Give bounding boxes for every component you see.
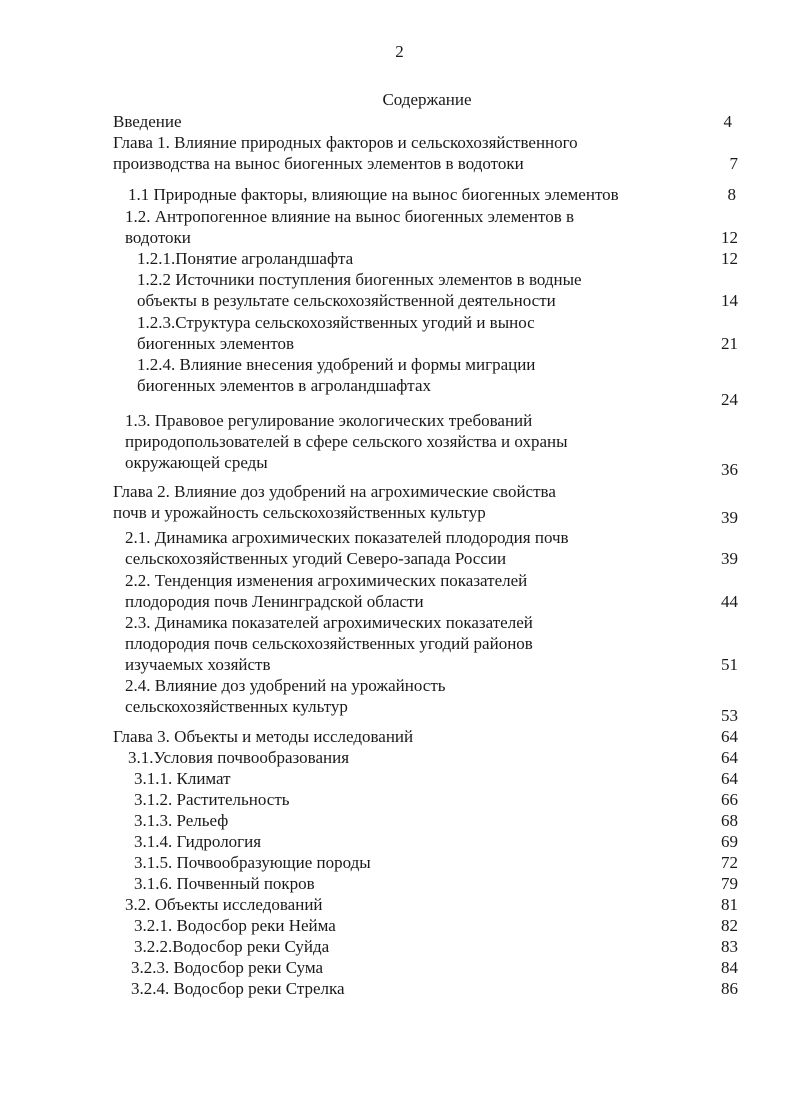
toc-entry-text: 1.1 Природные факторы, влияющие на вынос биогенных элементов — [128, 185, 619, 204]
toc-entry-page: 7 — [729, 154, 738, 173]
toc-entry-page: 69 — [721, 832, 738, 851]
toc-entry-page: 4 — [723, 112, 732, 131]
toc-entry-page: 86 — [721, 979, 738, 998]
toc-entry-text: 2.1. Динамика агрохимических показателей плодородия почв сельскохозяйственных угодий Северо-запада России — [125, 528, 569, 568]
toc-entry-text: 3.2.4. Водосбор реки Стрелка — [131, 979, 345, 998]
toc-entry-text: Глава 3. Объекты и методы исследований — [113, 727, 414, 746]
toc-entry-text: 3.2.2.Водосбор реки Суйда — [134, 937, 330, 956]
toc-entry-text: 3.1.5. Почвообразующие породы — [134, 853, 371, 872]
toc-entry-page: 84 — [721, 958, 738, 977]
toc-entry-text: Глава 1. Влияние природных факторов и сельскохозяйственного производства на вынос биогенных элементов в водотоки — [113, 133, 578, 173]
toc-entry-text: 3.2.3. Водосбор реки Сума — [131, 958, 324, 977]
toc-entry-page: 53 — [721, 706, 738, 725]
toc-entry-page: 12 — [721, 228, 738, 247]
toc-entry-text: 3.1.2. Растительность — [134, 790, 290, 809]
toc-entry-text: 3.1.6. Почвенный покров — [134, 874, 315, 893]
toc-entry-text: 3.1.Условия почвообразования — [128, 748, 350, 767]
toc-entry-text: Глава 2. Влияние доз удобрений на агрохимические свойства почв и урожайность сельскохозяйственных культур — [113, 482, 556, 522]
toc-entry-page: 8 — [727, 185, 736, 204]
toc-entry-page: 51 — [721, 655, 738, 674]
toc-entry-text: Введение — [113, 112, 182, 131]
toc-entry-text: 3.1.3. Рельеф — [134, 811, 229, 830]
toc-entry-page: 12 — [721, 249, 738, 268]
toc-entry-text: 2.3. Динамика показателей агрохимических показателей плодородия почв сельскохозяйственных угодий районов изучаемых хозяйств — [125, 613, 533, 674]
toc-entry-text: 3.1.4. Гидрология — [134, 832, 262, 851]
toc-entry-text: 1.2.2 Источники поступления биогенных элементов в водные объекты в результате сельскохозяйственной деятельности — [137, 270, 582, 310]
toc-entry-page: 44 — [721, 592, 738, 611]
toc-entry-text: 1.2.3.Структура сельскохозяйственных угодий и вынос биогенных элементов — [137, 313, 535, 353]
toc-entry-text: 3.2.1. Водосбор реки Нейма — [134, 916, 336, 935]
toc-entry-text: 3.2. Объекты исследований — [125, 895, 323, 914]
toc-entry-text: 1.2.4. Влияние внесения удобрений и формы миграции биогенных элементов в агроландшафтах — [137, 355, 536, 395]
toc-entry-page: 24 — [721, 390, 738, 409]
toc-entry-page: 39 — [721, 508, 738, 527]
toc-entry-text: 3.1.1. Климат — [134, 769, 231, 788]
toc-entry-page: 68 — [721, 811, 738, 830]
toc-entry-page: 64 — [721, 769, 738, 788]
toc-entry-text: 2.2. Тенденция изменения агрохимических показателей плодородия почв Ленинградской области — [125, 571, 528, 611]
toc-entry-page: 14 — [721, 291, 738, 310]
page-number: 2 — [395, 42, 404, 61]
toc-entry-text: 1.3. Правовое регулирование экологических требований природопользователей в сфере сельского хозяйства и охраны окружающей среды — [125, 411, 568, 472]
toc-entry-page: 39 — [721, 549, 738, 568]
toc-entry-page: 21 — [721, 334, 738, 353]
toc-entry-page: 82 — [721, 916, 738, 935]
toc-entry-text: 1.2.1.Понятие агроландшафта — [137, 249, 354, 268]
toc-entry-text: 2.4. Влияние доз удобрений на урожайность сельскохозяйственных культур — [125, 676, 446, 716]
toc-entry-page: 66 — [721, 790, 738, 809]
toc-entry-page: 83 — [721, 937, 738, 956]
toc-entry-text: 1.2. Антропогенное влияние на вынос биогенных элементов в водотоки — [125, 207, 575, 247]
toc-title: Содержание — [382, 90, 472, 109]
toc-entry-page: 81 — [721, 895, 738, 914]
toc-entry-page: 64 — [721, 748, 738, 767]
toc-entry-page: 72 — [721, 853, 738, 872]
toc-entry-page: 79 — [721, 874, 738, 893]
toc-entry-page: 36 — [721, 460, 738, 479]
toc-entry-page: 64 — [721, 727, 738, 746]
